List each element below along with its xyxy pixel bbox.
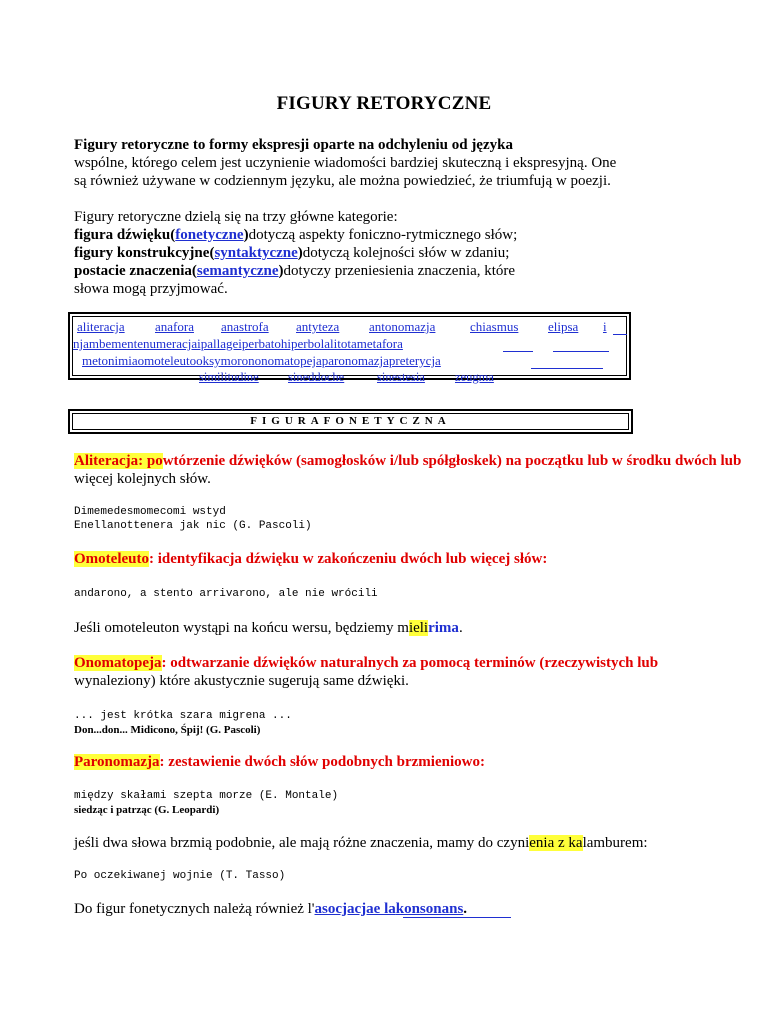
page-title: FIGURY RETORYCZNE <box>276 93 492 114</box>
definition-text: : zestawienie dwóch słów podobnych brzmieniowo: <box>159 754 485 770</box>
link-hit-area[interactable] <box>328 902 403 917</box>
example-line: Po oczekiwanej wojnie (T. Tasso) <box>74 870 286 882</box>
paren: ) <box>278 263 284 279</box>
link-asonans[interactable]: asocjacjae la <box>314 901 396 917</box>
link-underline <box>613 334 627 335</box>
definition-text: wynaleziony) które akustycznie sugerują same dźwięki. <box>74 673 409 689</box>
term-aliteracja: Aliteracja: po <box>74 453 163 469</box>
note-text: . <box>458 620 463 636</box>
example-line: andarono, a stento arrivarono, ale nie wrócili <box>74 588 378 600</box>
glossary-link[interactable]: sineddoche <box>288 370 345 384</box>
category-label: postacie znaczenia <box>74 263 192 279</box>
paren: ) <box>297 245 303 261</box>
category-syntactic <box>74 244 714 262</box>
glossary-link[interactable]: zeugma <box>455 370 494 384</box>
categories-paragraph <box>74 208 714 298</box>
section-header: FIGURAFONETYCZNA <box>72 413 629 430</box>
example-block <box>74 505 312 533</box>
glossary-link[interactable]: chiasmus <box>470 319 519 334</box>
glossary-link[interactable]: sinestesia <box>377 370 425 384</box>
categories-heading: Figury retoryczne dzielą się na trzy główne kategorie: <box>74 209 398 225</box>
aliteracja-definition <box>74 452 768 488</box>
paronomazja-definition <box>74 753 714 771</box>
definition-text: więcej kolejnych słów. <box>74 471 211 487</box>
link-underline <box>531 368 603 369</box>
intro-bold-line: Figury retoryczne to formy ekspresji oparte na odchyleniu od języka <box>74 137 513 153</box>
glossary-link[interactable]: anafora <box>155 319 194 334</box>
category-phonetic <box>74 226 714 244</box>
onomatopeja-definition <box>74 654 768 690</box>
link-semantyczne[interactable]: semantyczne <box>196 263 279 279</box>
glossary-link[interactable]: antonomazja <box>369 319 436 334</box>
link-underline <box>503 351 533 352</box>
section-header-box <box>68 409 633 434</box>
glossary-box <box>68 312 631 384</box>
paragraph-text: jeśli dwa słowa brzmią podobnie, ale mają różne znaczenia, mamy do czyni <box>74 835 530 851</box>
definition-text: : identyfikacja dźwięku w zakończeniu dwóch lub więcej słów: <box>148 551 548 567</box>
paren: ( <box>191 263 197 279</box>
glossary-link[interactable]: antyteza <box>296 319 340 334</box>
category-text: dotyczą aspekty foniczno-rytmicznego słów; <box>248 227 518 243</box>
link-fonetyczne[interactable]: fonetyczne <box>175 227 244 243</box>
highlight-text: enia z ka <box>529 835 583 851</box>
paren: ) <box>243 227 249 243</box>
glossary-link[interactable]: elipsa <box>548 319 579 334</box>
paragraph-text: Do figur fonetycznych należą również l' <box>74 901 315 917</box>
example-line: Enellanottenera jak nic (G. Pascoli) <box>74 520 312 532</box>
term-omoteleuto: Omoteleuto <box>74 551 149 567</box>
category-label: figury konstrukcyjne <box>74 245 210 261</box>
intro-line: wspólne, którego celem jest uczynienie wiadomości bardziej skuteczną i ekspresyjną. One <box>74 155 617 171</box>
term-paronomazja: Paronomazja <box>74 754 160 770</box>
definition-text: : odtwarzanie dźwięków naturalnych za pomocą terminów (rzeczywistych lub <box>161 655 659 671</box>
link-underline <box>553 351 609 352</box>
example-block <box>74 709 292 737</box>
example-line: Don...don... Midicono, Śpij! (G. Pascoli) <box>74 724 261 736</box>
intro-line: są również używane w codziennym języku, ale można powiedzieć, że triumfują w poezji. <box>74 173 611 189</box>
term-onomatopeja: Onomatopeja <box>74 655 162 671</box>
glossary-link[interactable]: similitudine <box>199 370 259 384</box>
definition-text: wtórzenie dźwięków (samogłosków i/lub spółgłoskek) na początku lub w środku dwóch lub <box>162 453 742 469</box>
note-text: Jeśli omoteleuton wystąpi na końcu wersu, będziemy m <box>74 620 409 636</box>
example-line: ... jest krótka szara migrena ... <box>74 710 292 722</box>
paren: ( <box>170 227 176 243</box>
paragraph-text: lamburem: <box>582 835 648 851</box>
category-label: figura dźwięku <box>74 227 171 243</box>
glossary-link[interactable]: metonimiaomoteleutooksymorononomatopejaparonomazjapreterycja <box>82 353 441 368</box>
glossary-link[interactable]: aliteracja <box>77 319 125 334</box>
glossary-link[interactable]: njambementenumeracjaipallageiperbatohiperbolalitotametafora <box>73 336 403 351</box>
link-underline <box>403 917 511 918</box>
link-rima[interactable]: rima <box>428 620 459 636</box>
intro-paragraph <box>74 136 714 190</box>
example-line: siedząc i patrząc (G. Leopardi) <box>74 804 220 816</box>
category-semantic <box>74 262 714 280</box>
glossary-link[interactable]: i <box>603 319 607 334</box>
highlight-text: ieli <box>408 620 429 636</box>
omoteleuto-definition <box>74 550 714 568</box>
paragraph-text: . <box>463 901 468 917</box>
category-text: dotyczą kolejności słów w zdaniu; <box>302 245 510 261</box>
link-konsonans[interactable]: konsonans <box>395 901 464 917</box>
category-text: dotyczy przeniesienia znaczenia, które <box>283 263 516 279</box>
example-line: Dimemedesmomecomi wstyd <box>74 506 226 518</box>
paren: ( <box>209 245 215 261</box>
omoteleuto-note <box>74 619 714 637</box>
kalambur-paragraph <box>74 834 714 852</box>
example-block <box>74 789 338 817</box>
link-syntaktyczne[interactable]: syntaktyczne <box>214 245 298 261</box>
example-line: między skałami szepta morze (E. Montale) <box>74 790 339 802</box>
glossary-link[interactable]: anastrofa <box>221 319 269 334</box>
glossary-inner <box>72 316 627 384</box>
category-text-continued: słowa mogą przyjmować. <box>74 281 228 297</box>
